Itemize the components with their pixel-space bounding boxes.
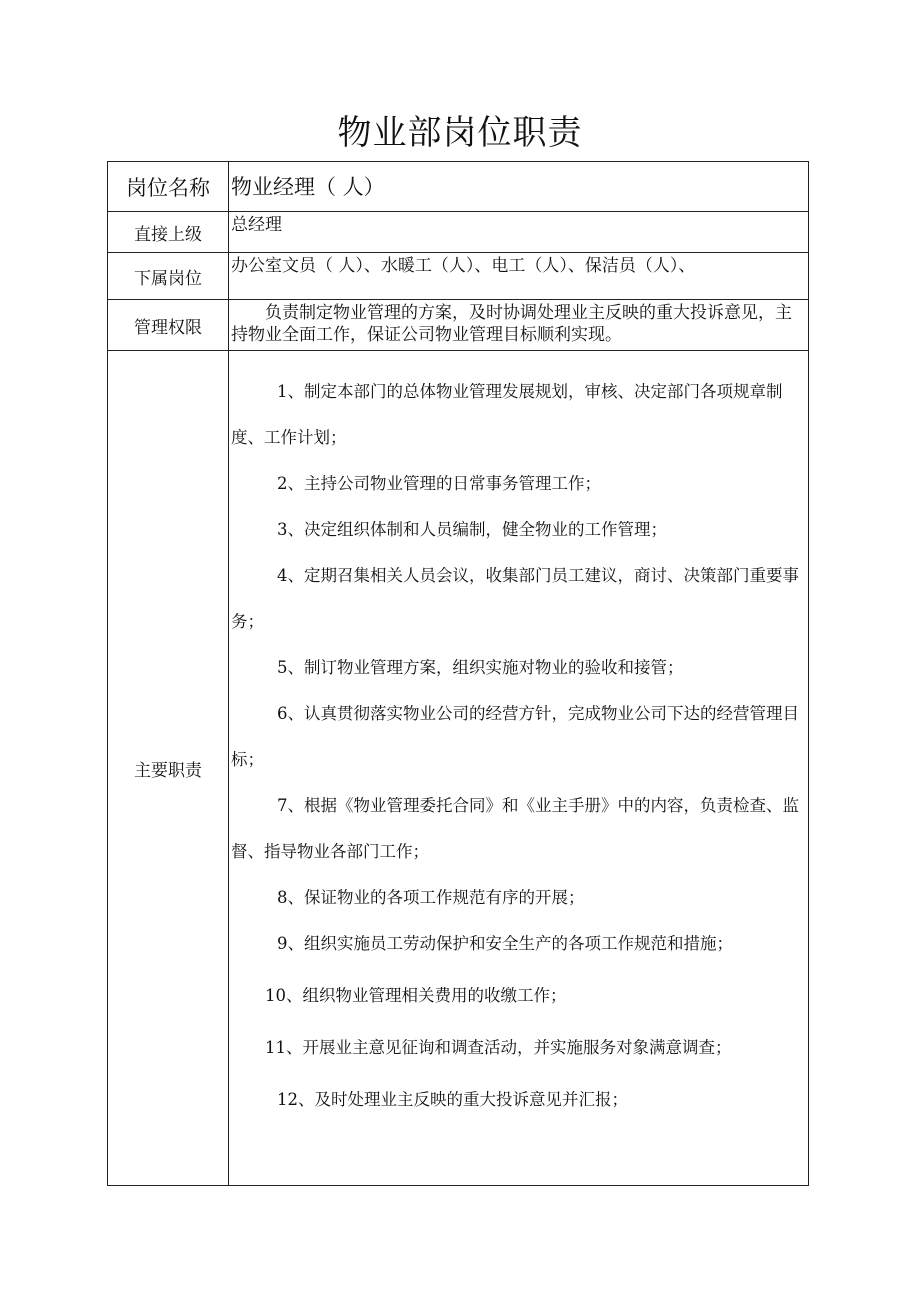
table-row (108, 300, 809, 351)
duty-item-3: 3、决定组织体制和人员编制，健全物业的工作管理； (277, 520, 667, 539)
table-row (108, 351, 809, 1186)
job-duty-table (107, 161, 809, 1186)
duty-item-8: 8、保证物业的各项工作规范有序的开展； (277, 888, 585, 907)
table-row (108, 253, 809, 300)
subordinate-positions-value: 办公室文员（ 人）、水暖工（人）、电工（人）、保洁员（人）、 (229, 253, 809, 300)
management-authority-value: 负责制定物业管理的方案，及时协调处理业主反映的重大投诉意见，主持物业全面工作，保证公司物业管理目标顺利实现。 (229, 300, 809, 351)
duty-item-12: 12、及时处理业主反映的重大投诉意见并汇报； (277, 1090, 628, 1109)
direct-superior-value: 总经理 (229, 212, 809, 253)
duty-item-11: 11、开展业主意见征询和调查活动，并实施服务对象满意调查； (265, 1038, 732, 1057)
main-duties-label: 主要职责 (108, 351, 229, 1186)
duty-item-4: 4、定期召集相关人员会议，收集部门员工建议，商讨、决策部门重要事务； (231, 566, 799, 631)
duty-item-6: 6、认真贯彻落实物业公司的经营方针，完成物业公司下达的经营管理目标； (231, 704, 799, 769)
table-row (108, 212, 809, 253)
duty-item-7: 7、根据《物业管理委托合同》和《业主手册》中的内容，负责检查、监督、指导物业各部门工作； (231, 796, 799, 861)
page-title: 物业部岗位职责 (337, 113, 583, 153)
main-duties-list (229, 351, 809, 1186)
duty-item-9: 9、组织实施员工劳动保护和安全生产的各项工作规范和措施； (277, 934, 733, 953)
subordinate-positions-label: 下属岗位 (108, 253, 229, 300)
management-authority-label: 管理权限 (108, 300, 229, 351)
direct-superior-label: 直接上级 (108, 212, 229, 253)
duty-item-5: 5、制订物业管理方案，组织实施对物业的验收和接管； (277, 658, 684, 677)
table-row (108, 162, 809, 212)
duty-item-1: 1、制定本部门的总体物业管理发展规划，审核、决定部门各项规章制度、工作计划； (231, 382, 783, 447)
position-name-label: 岗位名称 (108, 162, 229, 212)
position-name-value: 物业经理（ 人） (229, 162, 809, 212)
duty-item-2: 2、主持公司物业管理的日常事务管理工作； (277, 474, 601, 493)
duty-item-10: 10、组织物业管理相关费用的收缴工作； (265, 986, 567, 1005)
